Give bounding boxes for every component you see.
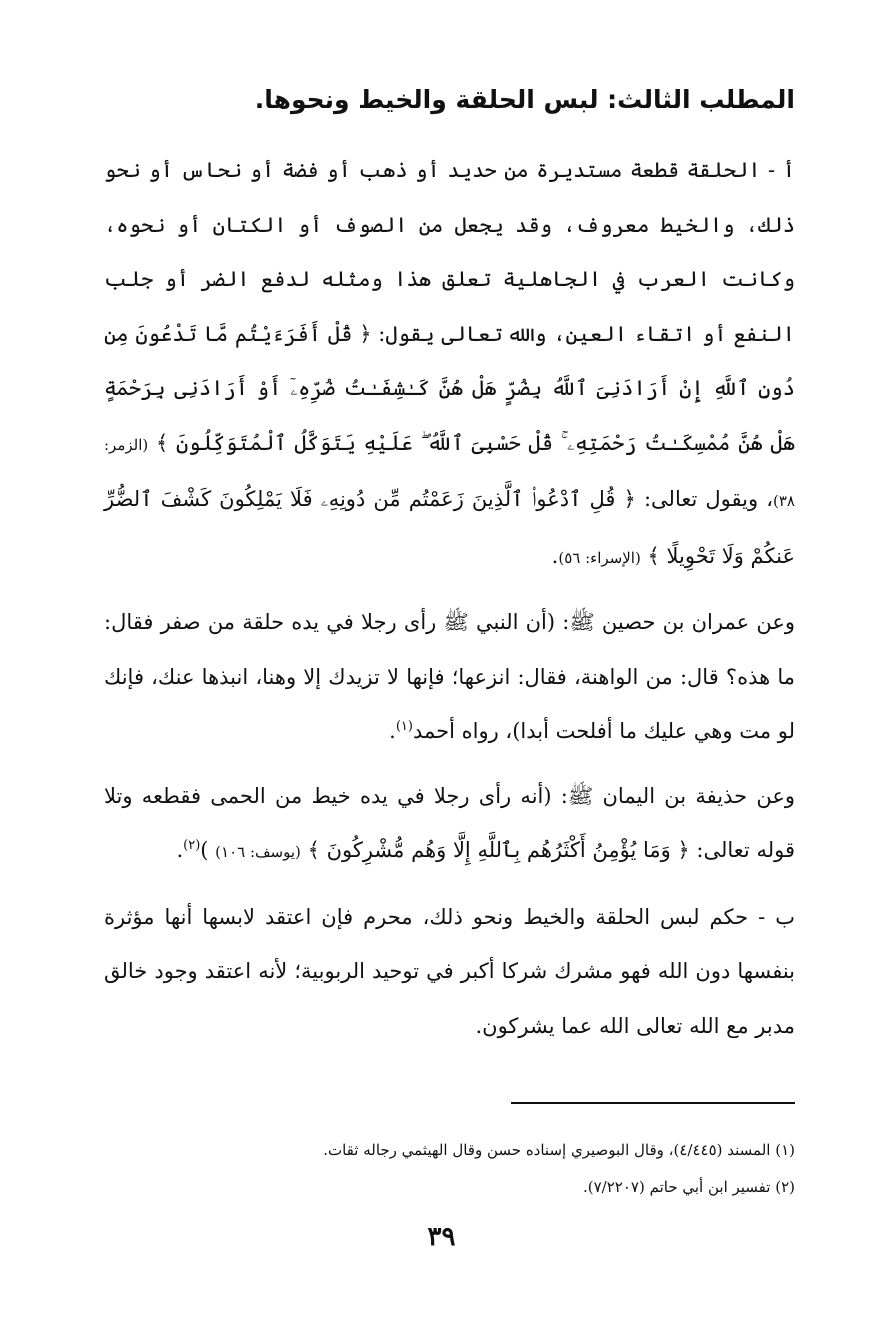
footnote-marker-2: (٢) xyxy=(183,838,201,853)
paragraph-section-b xyxy=(104,890,795,1054)
period: . xyxy=(551,543,559,568)
paragraph-section-a xyxy=(104,143,795,585)
footnote-2: (٢) تفسير ابن أبي حاتم (٧/٢٢٠٧). xyxy=(583,1178,795,1196)
closing-paren: ) xyxy=(200,838,209,862)
period: . xyxy=(176,838,184,862)
section-a-text: أ - الحلقة قطعة مستديرة من حديد أو ذهب أو فضة أو نحاس أو نحو ذلك، والخيط معروف، وقد يجعل من الصوف أو الكتان أو نحوه، وكانت العرب في الجاهلية تعلق هذا ومثله لدفع الضر أو جلب النفع أو اتقاء العين، والله تعالى يقول: xyxy=(104,158,795,346)
paragraph-hadith-imran xyxy=(104,595,795,759)
verse-reference-zumar: (الزمر: ٣٨) xyxy=(104,435,795,510)
section-b-text: ب - حكم لبس الحلقة والخيط ونحو ذلك، محرم فإن اعتقد لابسها أنها مؤثرة بنفسها دون الله فهو مشرك شركا أكبر في توحيد الربوبية؛ لأنه اعتقد وجود خالق مدبر مع الله تعالى الله عما يشركون. xyxy=(104,904,795,1038)
footnote-marker-1: (١) xyxy=(395,719,413,734)
main-text xyxy=(104,143,795,1053)
quran-verse-zumar: ﴿ قُلْ أَفَرَءَيْتُم مَّا تَدْعُونَ مِن دُونِ ٱللَّهِ إِنْ أَرَادَنِىَ ٱللَّهُ بِضُرٍّ هَلْ هُنَّ كَـٰشِفَـٰتُ ضُرِّهِۦٓ أَوْ أَرَادَنِى بِرَحْمَةٍ هَلْ هُنَّ مُمْسِكَـٰتُ رَحْمَتِهِۦ ۚ قُلْ حَسْبِىَ ٱللَّهُ ۖ عَلَيْهِ يَتَوَكَّلُ ٱلْمُتَوَكِّلُونَ ﴾ xyxy=(104,321,795,455)
verse-reference-yusuf: (يوسف: ١٠٦) xyxy=(215,843,301,861)
quran-verse-isra: ﴿ قُلِ ٱدْعُوا۟ ٱلَّذِينَ زَعَمْتُم مِّن دُونِهِۦ فَلَا يَمْلِكُونَ كَشْفَ ٱلضُّرِّ عَنكُمْ وَلَا تَحْوِيلًا ﴾ xyxy=(104,487,795,568)
footnotes xyxy=(104,1132,795,1206)
hadith-hudhayfa-text: وعن حذيفة بن اليمان ﷺ: (أنه رأى رجلا في يده خيط من الحمى فقطعه وتلا قوله تعالى: xyxy=(104,783,795,862)
quran-verse-yusuf: ﴿ وَمَا يُؤْمِنُ أَكْثَرُهُم بِٱللَّهِ إِلَّا وَهُم مُّشْرِكُونَ ﴾ xyxy=(307,838,690,862)
period: . xyxy=(389,719,396,743)
paragraph-hadith-hudhayfa xyxy=(104,769,795,880)
hadith-imran-text: وعن عمران بن حصين ﷺ: (أن النبي ﷺ رأى رجلا في يده حلقة من صفر فقال: ما هذه؟ قال: من الواهنة، فقال: انزعها؛ فإنها لا تزيدك إلا وهنا، انبذها عنك، فإنك لو مت وهي عليك ما أفلحت أبدا)، رواه أحمد xyxy=(104,610,795,743)
page-number: ٣٩ xyxy=(427,1222,456,1252)
section-heading: المطلب الثالث: لبس الحلقة والخيط ونحوها. xyxy=(254,85,795,114)
connector-text: ، ويقول تعالى: xyxy=(643,487,774,511)
verse-reference-isra: (الإسراء: ٥٦) xyxy=(558,548,641,567)
footnote-separator xyxy=(511,1102,795,1104)
footnote-1: (١) المسند (٤/٤٤٥)، وقال البوصيري إسناده حسن وقال الهيثمي رجاله ثقات. xyxy=(323,1141,795,1159)
